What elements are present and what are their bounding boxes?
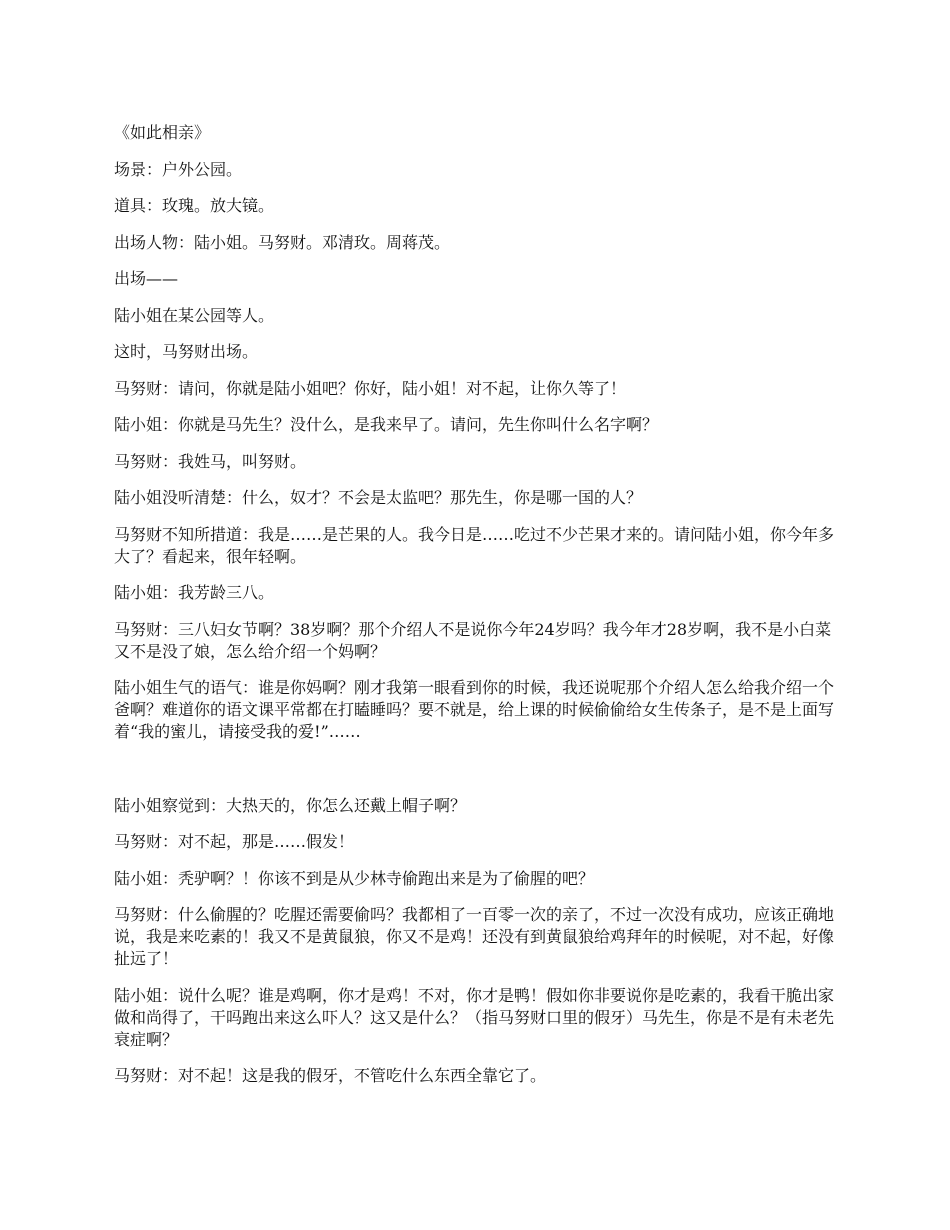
- paragraph: 马努财：对不起，那是……假发！: [114, 832, 355, 851]
- paragraph: 陆小姐：秃驴啊？！你该不到是从少林寺偷跑出来是为了偷腥的吧？: [114, 868, 595, 888]
- paragraph: 马努财：什么偷腥的？吃腥还需要偷吗？我都相了一百零一次的亲了，不过一次没有成功，应该正确地说，我是来吃素的！我又不是黄鼠狼，你又不是鸡！还没有到黄鼠狼给鸡拜年的时候呢，对不起，好像扯远了！: [114, 905, 835, 968]
- paragraph: 陆小姐：你就是马先生？没什么，是我来早了。请问，先生你叫什么名字啊？: [114, 415, 659, 434]
- paragraph: 陆小姐在某公园等人。: [114, 305, 275, 325]
- paragraph: 马努财：我姓马，叫努财。: [114, 451, 307, 471]
- paragraph: 场景：户外公园。: [114, 159, 243, 179]
- paragraph: 陆小姐：说什么呢？谁是鸡啊，你才是鸡！不对，你才是鸭！假如你非要说你是吃素的，我看干脆出家做和尚得了，干吗跑出来这么吓人？这又是什么？（指马努财口里的假牙）马先生，你是不是有未老先衰症啊？: [114, 985, 835, 1049]
- paragraph: 马努财：三八妇女节啊？38岁啊？那个介绍人不是说你今年24岁吗？我今年才28岁啊，我不是小白菜又不是没了娘，怎么给介绍一个妈啊？: [114, 619, 832, 661]
- paragraph: 道具：玫瑰。放大镜。: [114, 196, 275, 215]
- paragraph: 出场——: [114, 269, 179, 288]
- paragraph: 出场人物：陆小姐。马努财。邓清玫。周蒋茂。: [114, 232, 451, 252]
- paragraph: 陆小姐没听清楚：什么，奴才？不会是太监吧？那先生，你是哪一国的人？: [114, 488, 643, 507]
- document-title: 《如此相亲》: [114, 123, 211, 142]
- paragraph: 这时，马努财出场。: [114, 342, 259, 361]
- paragraph: 陆小姐生气的语气：谁是你妈啊？刚才我第一眼看到你的时候，我还说呢那个介绍人怎么给我介绍一个爸啊？难道你的语文课平常都在打瞌睡吗？要不就是，给上课的时候偷偷给女生传条子，是不是上面写着“我的蜜儿，请接受我的爱!”……: [114, 678, 835, 741]
- document-page: [114, 122, 840, 1102]
- paragraph: 陆小姐：我芳龄三八。: [114, 583, 275, 602]
- paragraph: 马努财：对不起！这是我的假牙，不管吃什么东西全靠它了。: [114, 1066, 547, 1085]
- paragraph: 马努财不知所措道：我是……是芒果的人。我今日是……吃过不少芒果才来的。请问陆小姐，你今年多大了？看起来，很年轻啊。: [114, 524, 835, 566]
- section-gap: [114, 758, 840, 795]
- paragraph: 陆小姐察觉到：大热天的，你怎么还戴上帽子啊？: [114, 795, 467, 815]
- paragraph: 马努财：请问，你就是陆小姐吧？你好，陆小姐！对不起，让你久等了！: [114, 378, 627, 398]
